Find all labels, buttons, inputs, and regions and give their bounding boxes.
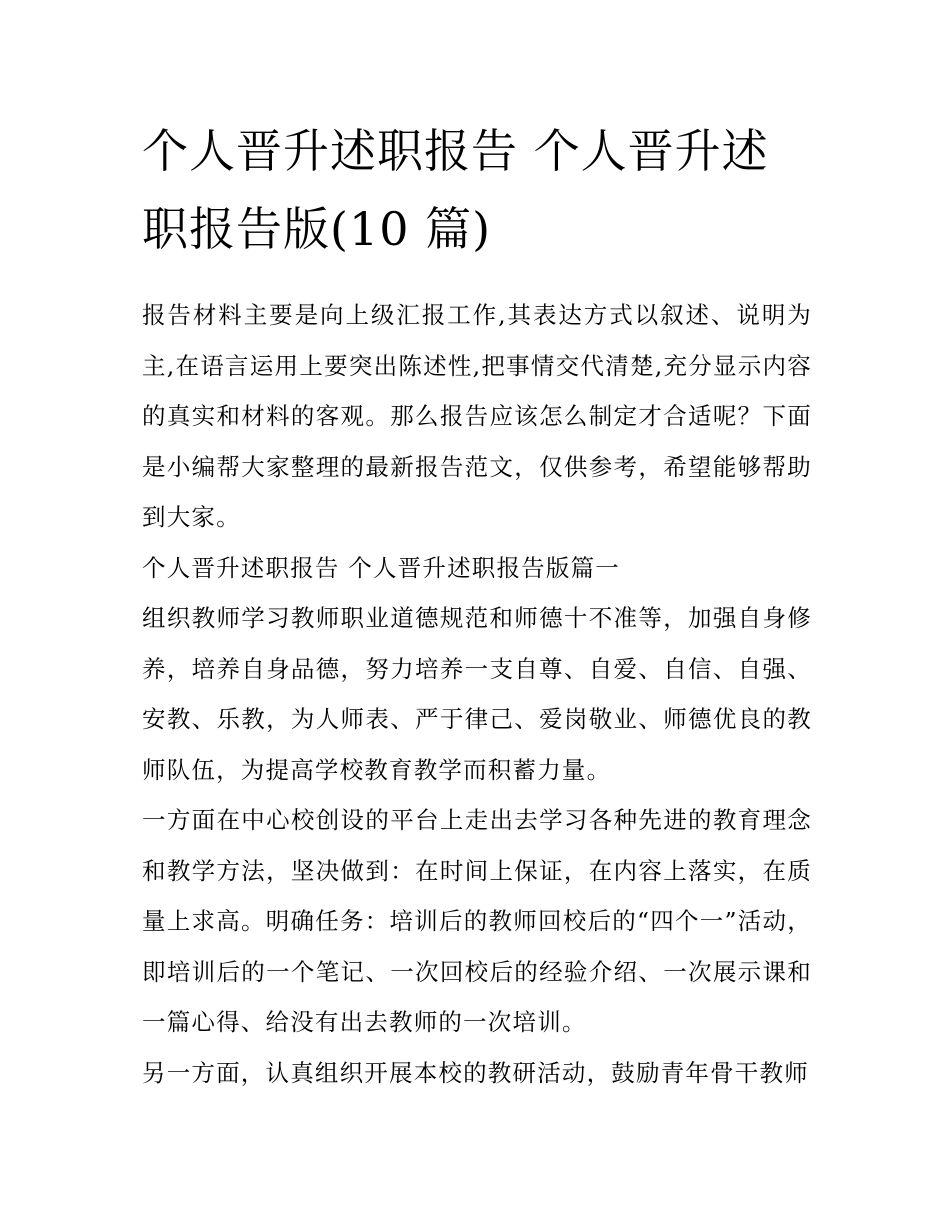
document-title: 个人晋升述职报告 个人晋升述职报告版(10 篇): [142, 124, 769, 256]
document-page: [142, 112, 812, 1098]
intro-paragraph: 报告材料主要是向上级汇报工作,其表达方式以叙述、说明为主,在语言运用上要突出陈述性,把事情交代清楚,充分显示内容的真实和材料的客观。那么报告应该怎么制定才合适呢？下面是小编帮大家整理的最新报告范文，仅供参考，希望能够帮助到大家。: [142, 301, 812, 531]
body-paragraph: 组织教师学习教师职业道德规范和师德十不准等，加强自身修养，培养自身品德，努力培养一支自尊、自爱、自信、自强、安教、乐教，为人师表、严于律己、爱岗敬业、师德优良的教师队伍，为提高学校教育教学而积蓄力量。: [142, 604, 812, 784]
body-paragraph: 一方面在中心校创设的平台上走出去学习各种先进的教育理念和教学方法，坚决做到：在时间上保证，在内容上落实，在质量上求高。明确任务：培训后的教师回校后的“四个一”活动，即培训后的一个笔记、一次回校后的经验介绍、一次展示课和一篇心得、给没有出去教师的一次培训。: [142, 806, 812, 1036]
body-paragraph: 另一方面，认真组织开展本校的教研活动，鼓励青年骨干教师: [142, 1058, 809, 1087]
section-heading: 个人晋升述职报告 个人晋升述职报告版篇一: [142, 553, 620, 582]
